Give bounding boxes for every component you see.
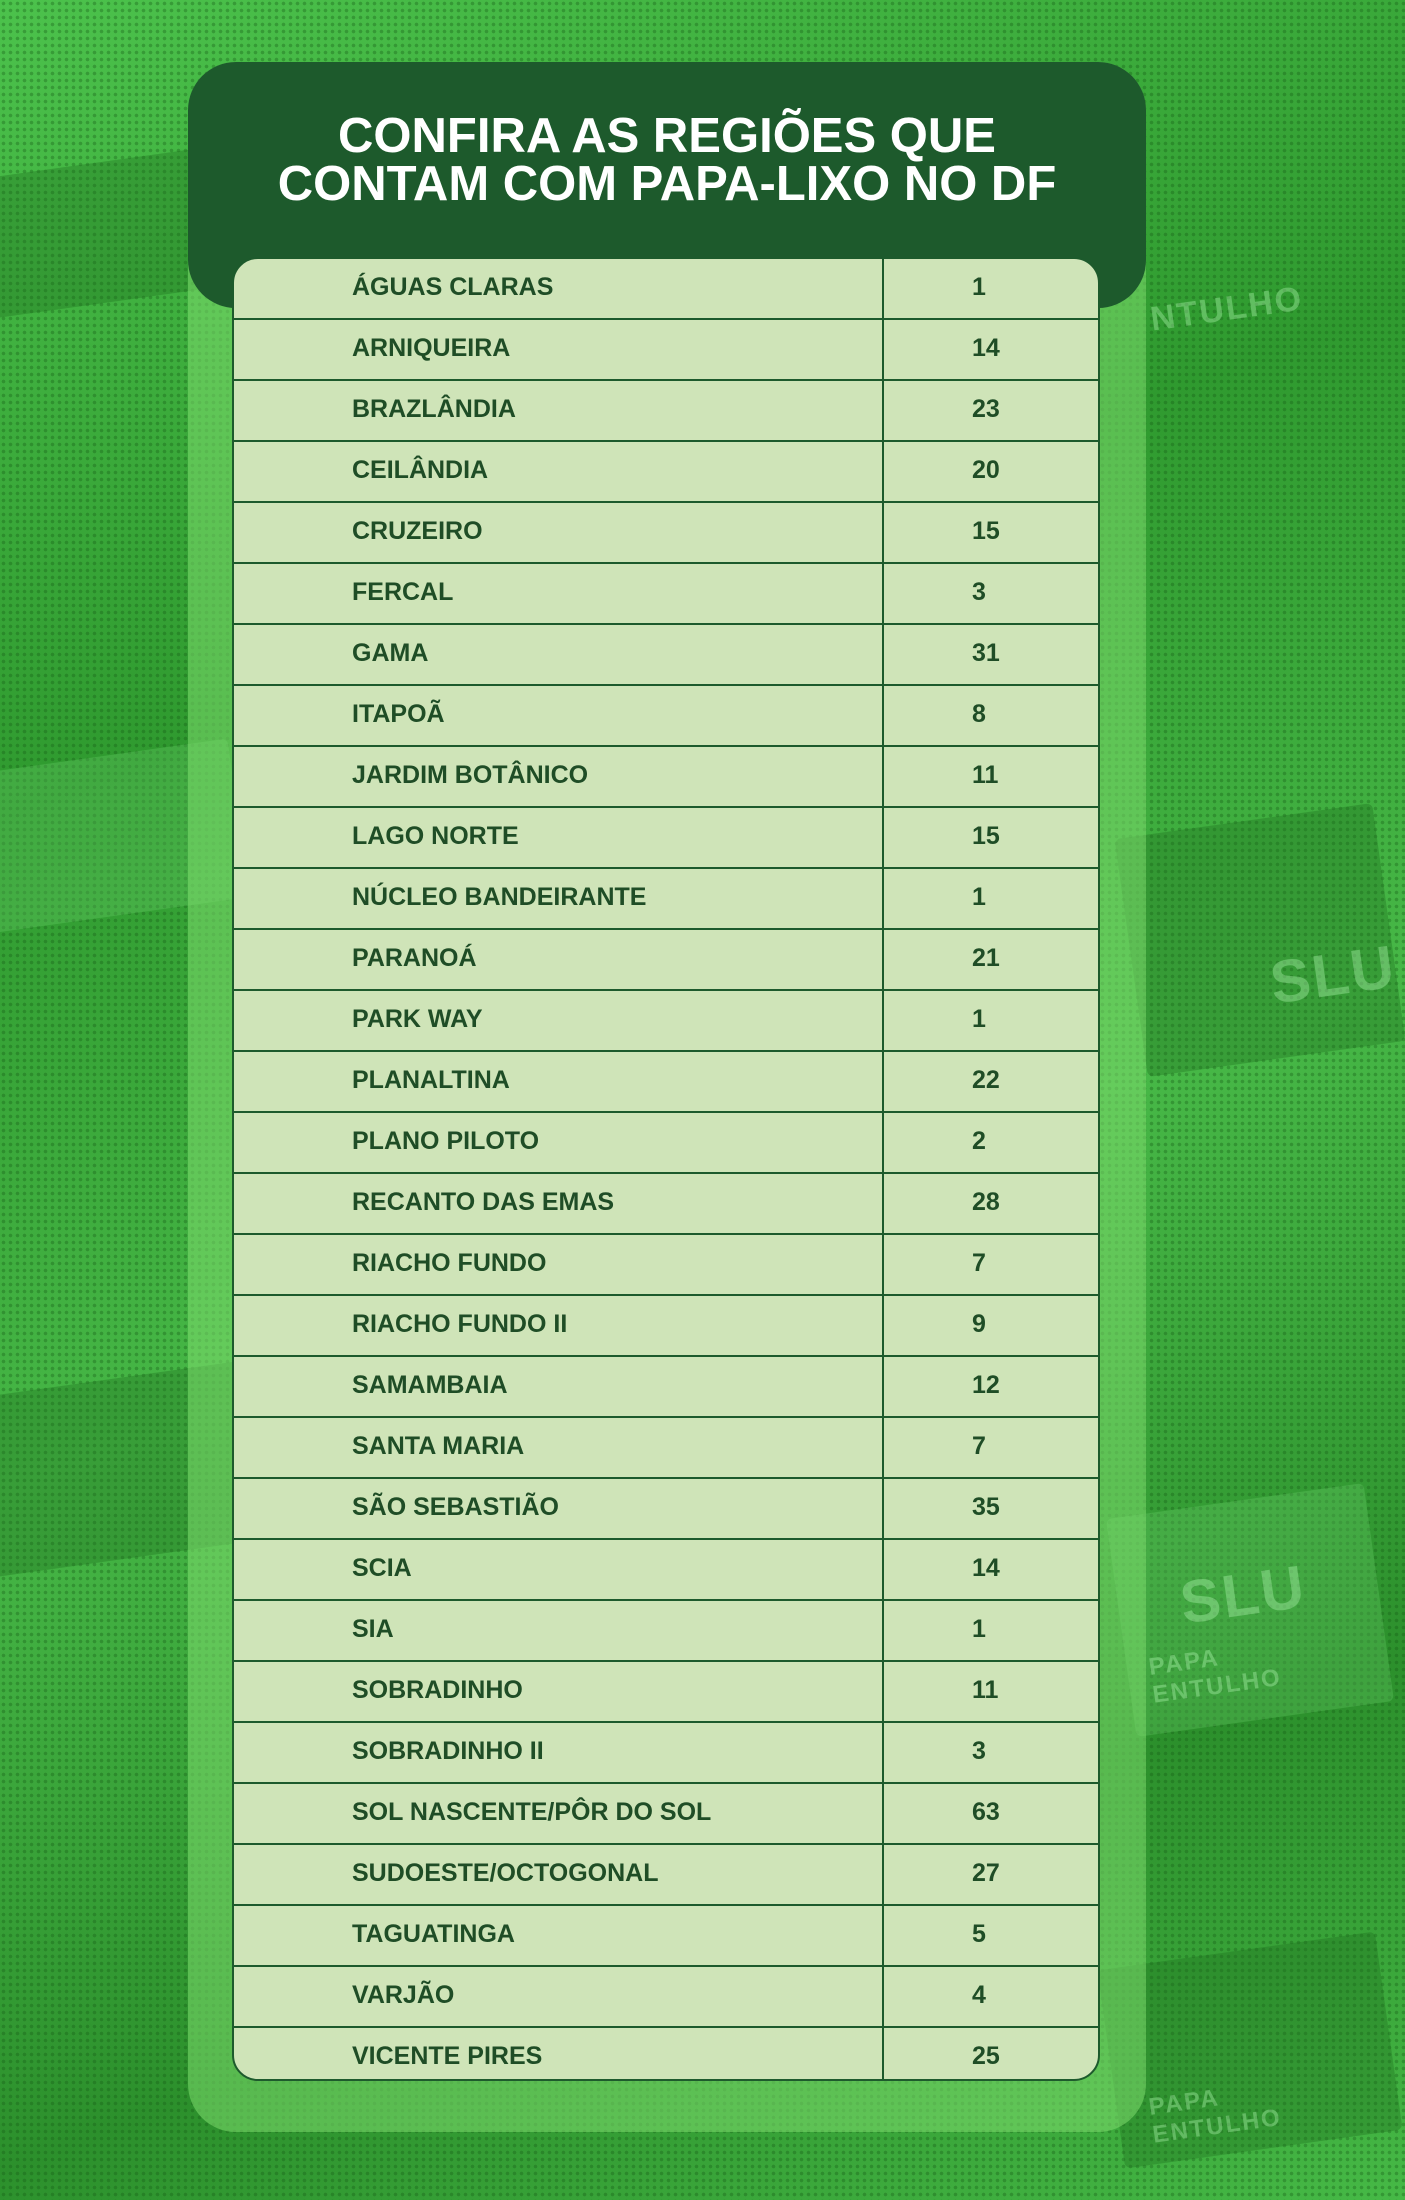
background-text: SLU [1175,1552,1311,1637]
background-text: PAPA ENTULHO [1147,2084,1284,2149]
region-count: 14 [972,1554,1000,1582]
region-count: 1 [972,1005,986,1033]
region-name: BRAZLÂNDIA [352,395,516,423]
background-text: SLU [1265,932,1401,1017]
table-row [234,381,1098,442]
region-count: 15 [972,517,1000,545]
table-row [234,930,1098,991]
region-name: NÚCLEO BANDEIRANTE [352,883,647,911]
region-name: SOBRADINHO II [352,1737,544,1765]
table-row [234,1601,1098,1662]
region-count: 1 [972,883,986,911]
region-name: SOL NASCENTE/PÔR DO SOL [352,1798,712,1826]
table-row [234,2028,1098,2089]
table-row [234,503,1098,564]
region-name: ARNIQUEIRA [352,334,511,362]
table-row [234,1845,1098,1906]
region-count: 12 [972,1371,1000,1399]
region-count: 4 [972,1981,986,2009]
region-count: 23 [972,395,1000,423]
region-name: SOBRADINHO [352,1676,523,1704]
table-row [234,1357,1098,1418]
region-count: 25 [972,2042,1000,2070]
region-name: VARJÃO [352,1981,455,2009]
region-name: PARANOÁ [352,944,477,972]
region-name: RIACHO FUNDO II [352,1310,568,1338]
table-row [234,259,1098,320]
table-row [234,1784,1098,1845]
title-line-2: CONTAM COM PAPA-LIXO NO DF [277,157,1057,211]
background-text: PAPA ENTULHO [1147,1644,1284,1709]
region-name: PLANO PILOTO [352,1127,540,1155]
region-name: PLANALTINA [352,1066,510,1094]
region-count: 1 [972,273,986,301]
region-count: 3 [972,578,986,606]
region-name: FERCAL [352,578,454,606]
region-name: GAMA [352,639,429,667]
region-name: CRUZEIRO [352,517,483,545]
table-row [234,625,1098,686]
region-name: SÃO SEBASTIÃO [352,1493,559,1521]
region-name: SCIA [352,1554,412,1582]
region-count: 21 [972,944,1000,972]
region-count: 9 [972,1310,986,1338]
table-row [234,1906,1098,1967]
region-count: 22 [972,1066,1000,1094]
region-count: 63 [972,1798,1000,1826]
region-name: VICENTE PIRES [352,2042,543,2070]
region-count: 11 [972,761,999,789]
title-line-1: CONFIRA AS REGIÕES QUE [338,109,996,163]
region-count: 14 [972,334,1000,362]
regions-table [232,257,1100,2081]
region-name: LAGO NORTE [352,822,519,850]
region-name: ÁGUAS CLARAS [352,273,554,301]
region-count: 20 [972,456,1000,484]
background-text: NTULHO [1148,279,1306,339]
region-count: 1 [972,1615,986,1643]
region-name: CEILÂNDIA [352,456,489,484]
table-row [234,1174,1098,1235]
region-count: 2 [972,1127,986,1155]
region-name: PARK WAY [352,1005,483,1033]
table-row [234,686,1098,747]
table-row [234,442,1098,503]
region-name: SIA [352,1615,394,1643]
region-count: 15 [972,822,1000,850]
table-row [234,869,1098,930]
page-title [188,109,1146,211]
table-row [234,808,1098,869]
table-row [234,1113,1098,1174]
region-count: 8 [972,700,986,728]
region-count: 3 [972,1737,986,1765]
table-row [234,1296,1098,1357]
region-name: SAMAMBAIA [352,1371,508,1399]
table-row [234,991,1098,1052]
region-count: 31 [972,639,1000,667]
region-name: SUDOESTE/OCTOGONAL [352,1859,659,1887]
region-name: RECANTO DAS EMAS [352,1188,615,1216]
table-row [234,1479,1098,1540]
table-row [234,320,1098,381]
table-row [234,1662,1098,1723]
table-row [234,564,1098,625]
table-row [234,1052,1098,1113]
region-name: ITAPOÃ [352,700,445,728]
table-row [234,1418,1098,1479]
table-row [234,1967,1098,2028]
table-row [234,747,1098,808]
region-count: 35 [972,1493,1000,1521]
table-row [234,1540,1098,1601]
region-count: 7 [972,1432,986,1460]
region-count: 11 [972,1676,999,1704]
region-name: RIACHO FUNDO [352,1249,547,1277]
region-name: JARDIM BOTÂNICO [352,761,589,789]
table-row [234,1235,1098,1296]
region-count: 27 [972,1859,1000,1887]
region-count: 7 [972,1249,986,1277]
region-name: TAGUATINGA [352,1920,515,1948]
region-count: 28 [972,1188,1000,1216]
region-name: SANTA MARIA [352,1432,525,1460]
region-count: 5 [972,1920,986,1948]
table-row [234,1723,1098,1784]
